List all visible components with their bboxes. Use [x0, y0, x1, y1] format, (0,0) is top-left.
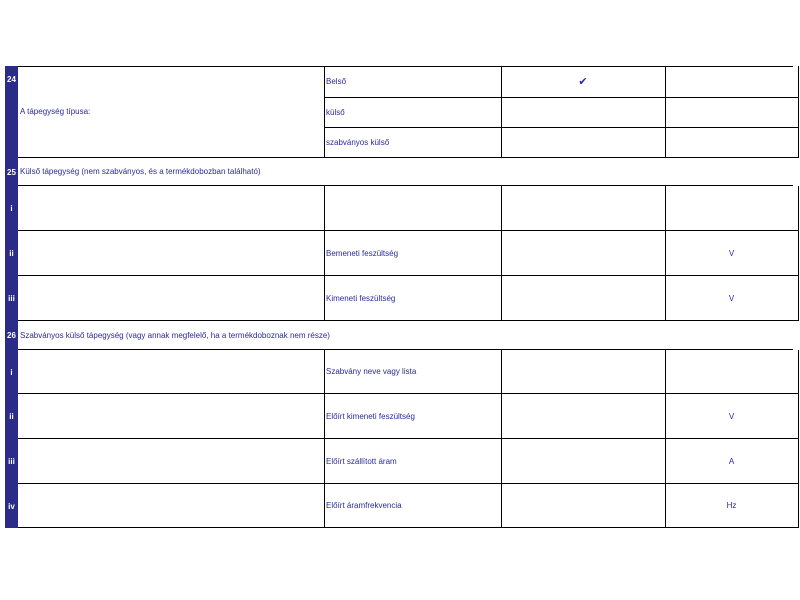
table-top-border: [18, 66, 793, 67]
row-25-i-desc: [324, 186, 502, 231]
output-voltage-value[interactable]: [501, 276, 666, 321]
input-voltage-unit: V: [665, 231, 799, 276]
rated-current-value[interactable]: [501, 439, 666, 484]
row-number-26-iv: iv: [5, 484, 18, 528]
option-internal-unit: [665, 66, 799, 98]
rated-current-unit: A: [665, 439, 799, 484]
row-26-header: [5, 321, 793, 350]
row-number-26-iii: iii: [5, 439, 18, 484]
row-25-ii: [5, 231, 793, 276]
row-25-header: [5, 158, 793, 186]
section-title-26: Szabványos külső tápegység (vagy annak megfelelő, ha a termékdoboznak nem része): [18, 321, 793, 350]
row-number-25-i: i: [5, 186, 18, 231]
output-voltage-unit: V: [665, 276, 799, 321]
option-standard-external-label: szabványos külső: [324, 128, 502, 158]
option-external-value[interactable]: [501, 98, 666, 128]
option-external-unit: [665, 98, 799, 128]
rated-output-voltage-value[interactable]: [501, 394, 666, 439]
standard-name-value[interactable]: [501, 350, 666, 394]
section-title-25: Külső tápegység (nem szabványos, és a termékdobozban található): [18, 158, 793, 186]
row-26-iii-label: [18, 439, 325, 484]
row-number-25-iii: iii: [5, 276, 18, 321]
rated-frequency-unit: Hz: [665, 484, 799, 528]
row-25-i-unit: [665, 186, 799, 231]
option-internal-value[interactable]: [501, 66, 666, 98]
power-supply-type-label: A tápegység típusa:: [18, 66, 325, 158]
rated-frequency-value[interactable]: [501, 484, 666, 528]
rated-output-voltage-label: Előírt kimeneti feszültség: [324, 394, 502, 439]
row-26-iv: [5, 484, 793, 528]
input-voltage-value[interactable]: [501, 231, 666, 276]
row-26-iv-label: [18, 484, 325, 528]
option-standard-external-unit: [665, 128, 799, 158]
checkmark-icon: ✔: [578, 76, 588, 88]
row-25-i: [5, 186, 793, 231]
row-25-i-label: [18, 186, 325, 231]
input-voltage-label: Bemeneti feszültség: [324, 231, 502, 276]
option-external-label: külső: [324, 98, 502, 128]
option-standard-external-value[interactable]: [501, 128, 666, 158]
row-26-i: [5, 350, 793, 394]
standard-name-label: Szabvány neve vagy lista: [324, 350, 502, 394]
standard-name-unit: [665, 350, 799, 394]
row-26-ii-label: [18, 394, 325, 439]
row-number-24: 24: [5, 66, 18, 158]
row-26-iii: [5, 439, 793, 484]
row-26-ii: [5, 394, 793, 439]
row-25-iii: [5, 276, 793, 321]
row-number-25-ii: ii: [5, 231, 18, 276]
output-voltage-label: Kimeneti feszültség: [324, 276, 502, 321]
row-25-i-value[interactable]: [501, 186, 666, 231]
row-25-iii-label: [18, 276, 325, 321]
power-supply-spec-table: [5, 66, 793, 528]
rated-current-label: Előírt szállított áram: [324, 439, 502, 484]
option-internal-label: Belső: [324, 66, 502, 98]
row-24-block: [5, 66, 793, 158]
row-26-i-label: [18, 350, 325, 394]
row-25-ii-label: [18, 231, 325, 276]
row-number-26-ii: ii: [5, 394, 18, 439]
row-number-26: 26: [5, 321, 18, 350]
row-number-26-i: i: [5, 350, 18, 394]
rated-output-voltage-unit: V: [665, 394, 799, 439]
rated-frequency-label: Előírt áramfrekvencia: [324, 484, 502, 528]
row-number-25: 25: [5, 158, 18, 186]
